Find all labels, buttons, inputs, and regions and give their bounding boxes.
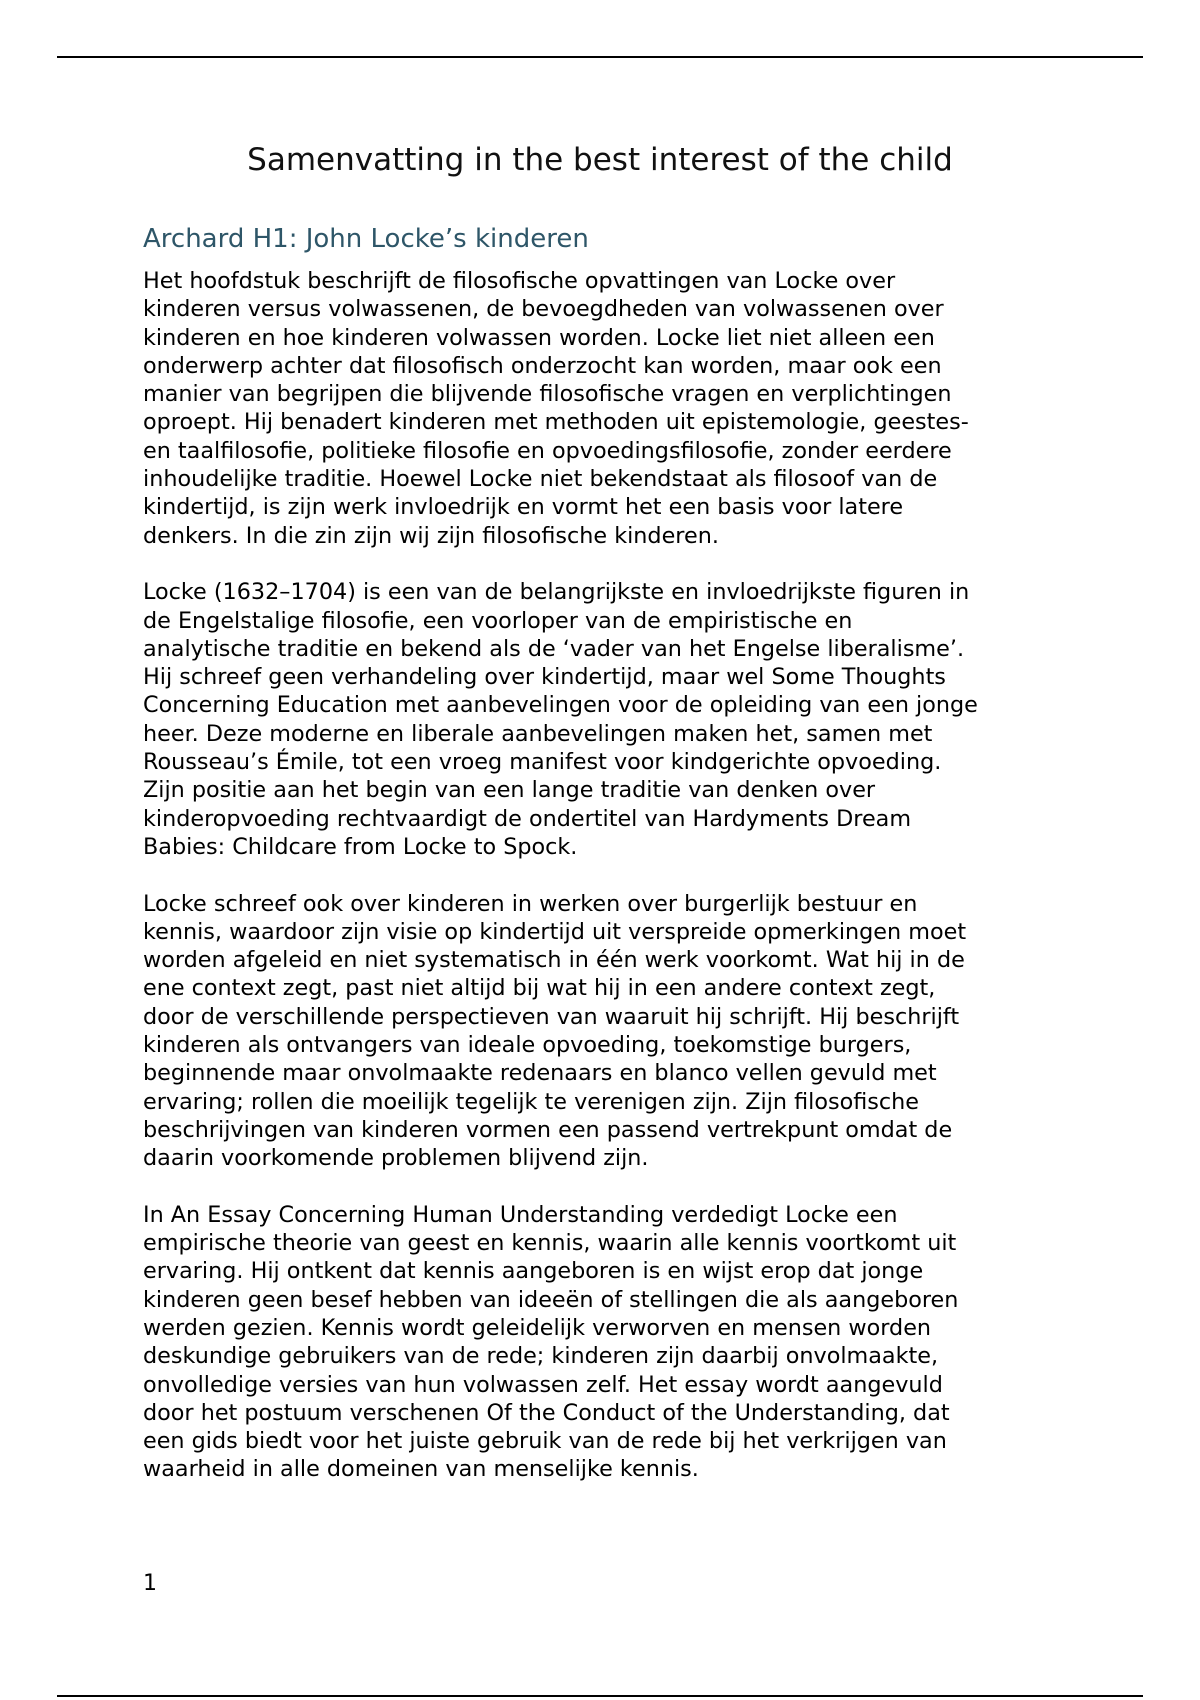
document-title: Samenvatting in the best interest of the child bbox=[247, 142, 953, 178]
paragraph-4: In An Essay Concerning Human Understanding verdedigt Locke een empirische theorie van geest en kennis, waarin alle kennis voortkomt uit ervaring. Hij ontkent dat kennis aangeboren is en wijst erop dat jonge kinderen geen besef hebben van ideeën of stellingen die als aangeboren werden gezien. Kennis wordt geleidelijk verworven en mensen worden deskundige gebruikers van de rede; kinderen zijn daarbij onvolmaakte, onvolledige versies van hun volwassen zelf. Het essay wordt aangevuld door het postuum verschenen Of the Conduct of the Understanding, dat een gids biedt voor het juiste gebruik van de rede bij het verkrijgen van waarheid in alle domeinen van menselijke kennis. bbox=[143, 1201, 959, 1483]
document-body bbox=[143, 267, 1063, 1512]
bottom-rule bbox=[57, 1695, 1143, 1697]
section-heading: Archard H1: John Locke’s kinderen bbox=[143, 224, 589, 254]
top-rule bbox=[57, 56, 1143, 58]
paragraph-3: Locke schreef ook over kinderen in werken over burgerlijk bestuur en kennis, waardoor zijn visie op kindertijd uit verspreide opmerkingen moet worden afgeleid en niet systematisch in één werk voorkomt. Wat hij in de ene context zegt, past niet altijd bij wat hij in een andere context zegt, door de verschillende perspectieven van waaruit hij schrijft. Hij beschrijft kinderen als ontvangers van ideale opvoeding, toekomstige burgers, beginnende maar onvolmaakte redenaars en blanco vellen gevuld met ervaring; rollen die moeilijk tegelijk te verenigen zijn. Zijn filosofische beschrijvingen van kinderen vormen een passend vertrekpunt omdat de daarin voorkomende problemen blijvend zijn. bbox=[143, 890, 967, 1172]
paragraph-1: Het hoofdstuk beschrijft de filosofische opvattingen van Locke over kinderen versus volwassenen, de bevoegdheden van volwassenen over kinderen en hoe kinderen volwassen worden. Locke liet niet alleen een onderwerp achter dat filosofisch onderzocht kan worden, maar ook een manier van begrijpen die blijvende filosofische vragen en verplichtingen oproept. Hij benadert kinderen met methoden uit epistemologie, geestes- en taalfilosofie, politieke filosofie en opvoedingsfilosofie, zonder eerdere inhoudelijke traditie. Hoewel Locke niet bekendstaat als filosoof van de kindertijd, is zijn werk invloedrijk en vormt het een basis voor latere denkers. In die zin zijn wij zijn filosofische kinderen. bbox=[143, 268, 969, 549]
paragraph-2: Locke (1632–1704) is een van de belangrijkste en invloedrijkste figuren in de Engelstalige filosofie, een voorloper van de empiristische en analytische traditie en bekend als de ‘vader van het Engelse liberalisme’. Hij schreef geen verhandeling over kindertijd, maar wel Some Thoughts Concerning Education met aanbevelingen voor de opleiding van een jonge heer. Deze moderne en liberale aanbevelingen maken het, samen met Rousseau’s Émile, tot een vroeg manifest voor kindgerichte opvoeding. Zijn positie aan het begin van een lange traditie van denken over kinderopvoeding rechtvaardigt de ondertitel van Hardyments Dream Babies: Childcare from Locke to Spock. bbox=[143, 579, 978, 860]
page-number: 1 bbox=[143, 1571, 157, 1596]
